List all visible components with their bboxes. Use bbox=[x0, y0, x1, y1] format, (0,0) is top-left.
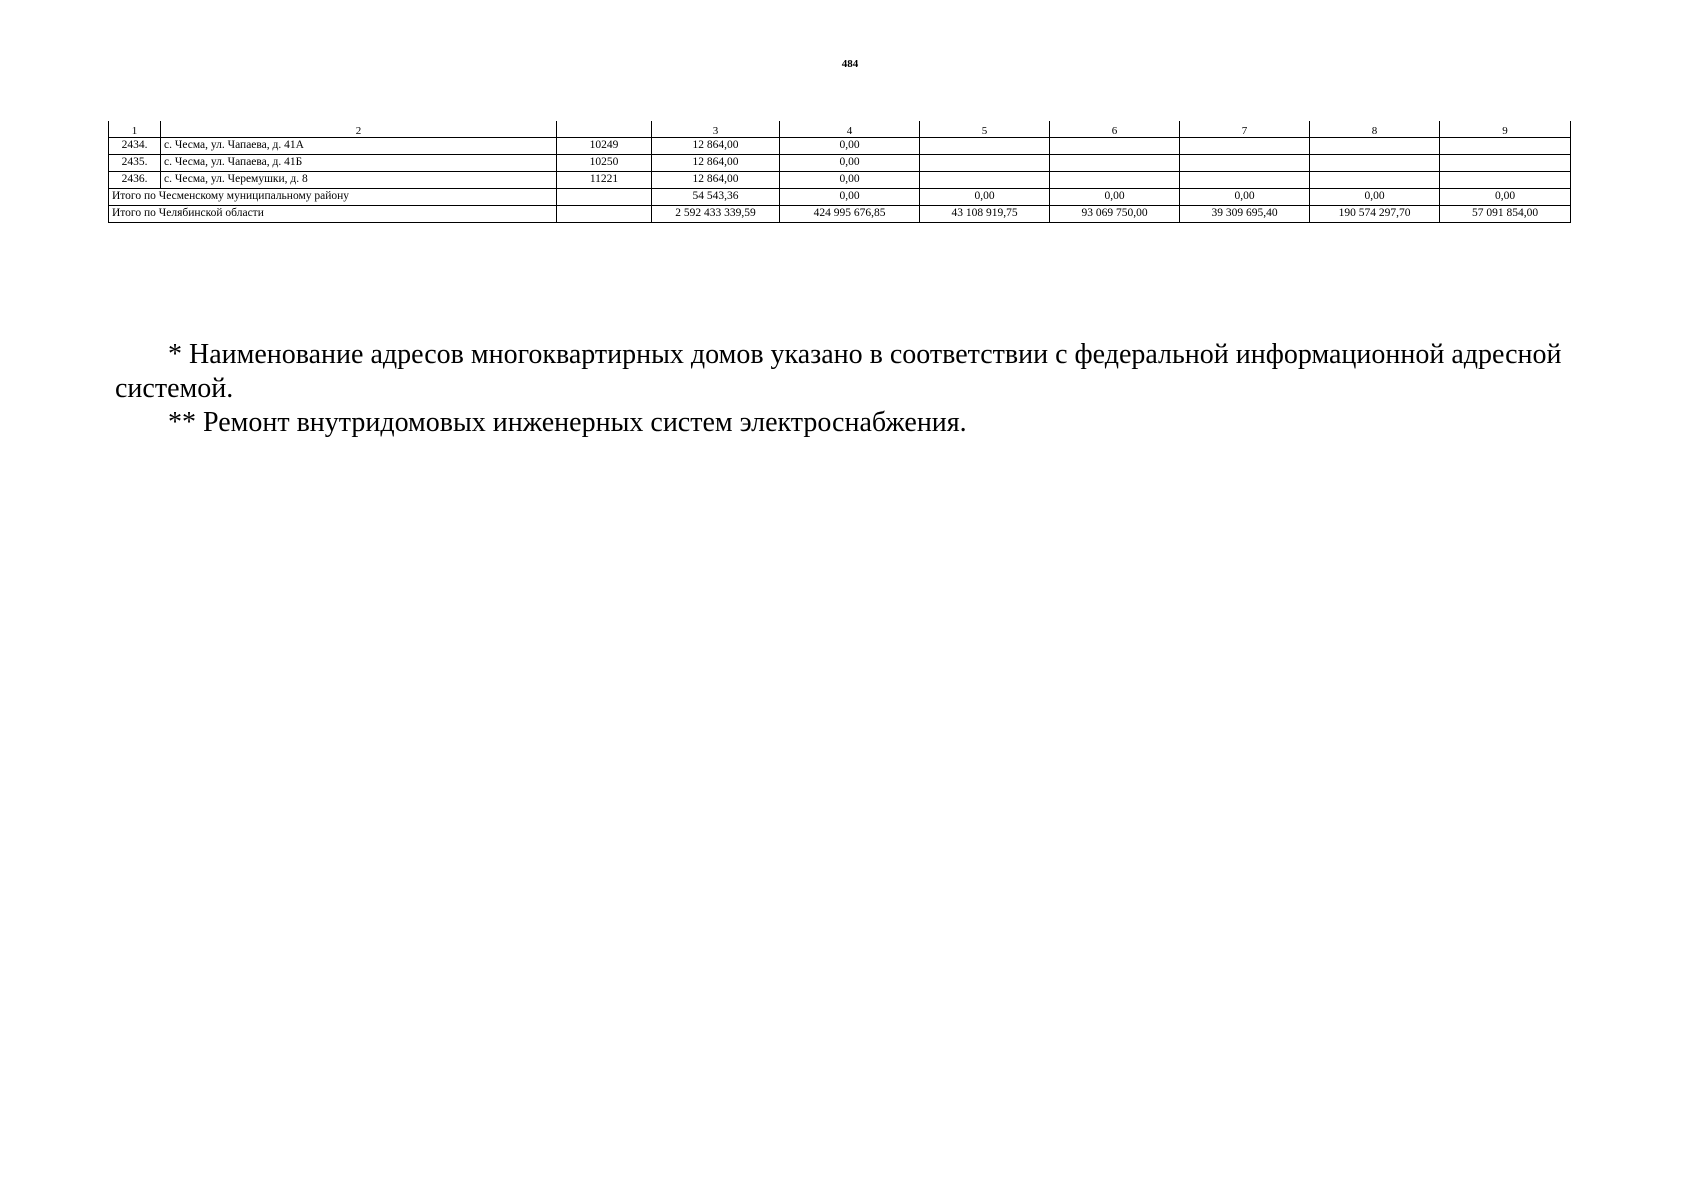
row-cell bbox=[1440, 172, 1571, 189]
table-row bbox=[109, 138, 1571, 155]
row-cell bbox=[1180, 172, 1310, 189]
total-cell: 0,00 bbox=[1050, 189, 1180, 206]
total-row-region bbox=[109, 206, 1571, 223]
row-cell: 12 864,00 bbox=[652, 138, 780, 155]
column-header bbox=[557, 121, 652, 138]
column-header: 4 bbox=[780, 121, 920, 138]
row-cell: 0,00 bbox=[780, 138, 920, 155]
total-cell: 57 091 854,00 bbox=[1440, 206, 1571, 223]
row-cell bbox=[1050, 172, 1180, 189]
row-code: 10250 bbox=[557, 155, 652, 172]
total-label: Итого по Челябинской области bbox=[109, 206, 557, 223]
row-cell bbox=[1310, 138, 1440, 155]
row-cell bbox=[920, 155, 1050, 172]
total-cell: 0,00 bbox=[1310, 189, 1440, 206]
total-cell: 93 069 750,00 bbox=[1050, 206, 1180, 223]
row-cell: 0,00 bbox=[780, 172, 920, 189]
row-cell bbox=[1440, 138, 1571, 155]
row-code: 10249 bbox=[557, 138, 652, 155]
column-header: 7 bbox=[1180, 121, 1310, 138]
column-header: 3 bbox=[652, 121, 780, 138]
footnote-electrical-repair: ** Ремонт внутридомовых инженерных систем электроснабжения. bbox=[168, 407, 967, 438]
column-header: 1 bbox=[109, 121, 161, 138]
column-header: 2 bbox=[161, 121, 557, 138]
total-label: Итого по Чесменскому муниципальному району bbox=[109, 189, 557, 206]
table-row bbox=[109, 172, 1571, 189]
total-cell: 0,00 bbox=[1440, 189, 1571, 206]
table-row bbox=[109, 155, 1571, 172]
row-cell bbox=[920, 138, 1050, 155]
table-header-row bbox=[109, 121, 1571, 138]
column-header: 5 bbox=[920, 121, 1050, 138]
total-code bbox=[557, 189, 652, 206]
row-cell bbox=[920, 172, 1050, 189]
row-address: с. Чесма, ул. Чапаева, д. 41Б bbox=[161, 155, 557, 172]
total-code bbox=[557, 206, 652, 223]
row-number: 2435. bbox=[109, 155, 161, 172]
total-cell: 43 108 919,75 bbox=[920, 206, 1050, 223]
row-cell bbox=[1310, 172, 1440, 189]
row-cell bbox=[1440, 155, 1571, 172]
row-number: 2434. bbox=[109, 138, 161, 155]
total-cell: 2 592 433 339,59 bbox=[652, 206, 780, 223]
footnotes bbox=[115, 338, 1615, 440]
total-cell: 424 995 676,85 bbox=[780, 206, 920, 223]
total-cell: 39 309 695,40 bbox=[1180, 206, 1310, 223]
row-cell bbox=[1050, 138, 1180, 155]
total-row-district bbox=[109, 189, 1571, 206]
column-header: 6 bbox=[1050, 121, 1180, 138]
row-address: с. Чесма, ул. Чапаева, д. 41А bbox=[161, 138, 557, 155]
row-cell bbox=[1180, 138, 1310, 155]
row-code: 11221 bbox=[557, 172, 652, 189]
row-cell bbox=[1050, 155, 1180, 172]
row-address: с. Чесма, ул. Черемушки, д. 8 bbox=[161, 172, 557, 189]
page-number: 484 bbox=[841, 58, 859, 70]
total-cell: 190 574 297,70 bbox=[1310, 206, 1440, 223]
total-cell: 54 543,36 bbox=[652, 189, 780, 206]
row-cell: 0,00 bbox=[780, 155, 920, 172]
row-cell: 12 864,00 bbox=[652, 172, 780, 189]
data-table bbox=[108, 121, 1571, 223]
column-header: 9 bbox=[1440, 121, 1571, 138]
total-cell: 0,00 bbox=[920, 189, 1050, 206]
total-cell: 0,00 bbox=[1180, 189, 1310, 206]
row-cell bbox=[1310, 155, 1440, 172]
row-number: 2436. bbox=[109, 172, 161, 189]
footnote-address-source: * Наименование адресов многоквартирных домов указано в соответствии с федеральной информационной адресной системой. bbox=[115, 339, 1562, 404]
column-header: 8 bbox=[1310, 121, 1440, 138]
total-cell: 0,00 bbox=[780, 189, 920, 206]
row-cell bbox=[1180, 155, 1310, 172]
row-cell: 12 864,00 bbox=[652, 155, 780, 172]
